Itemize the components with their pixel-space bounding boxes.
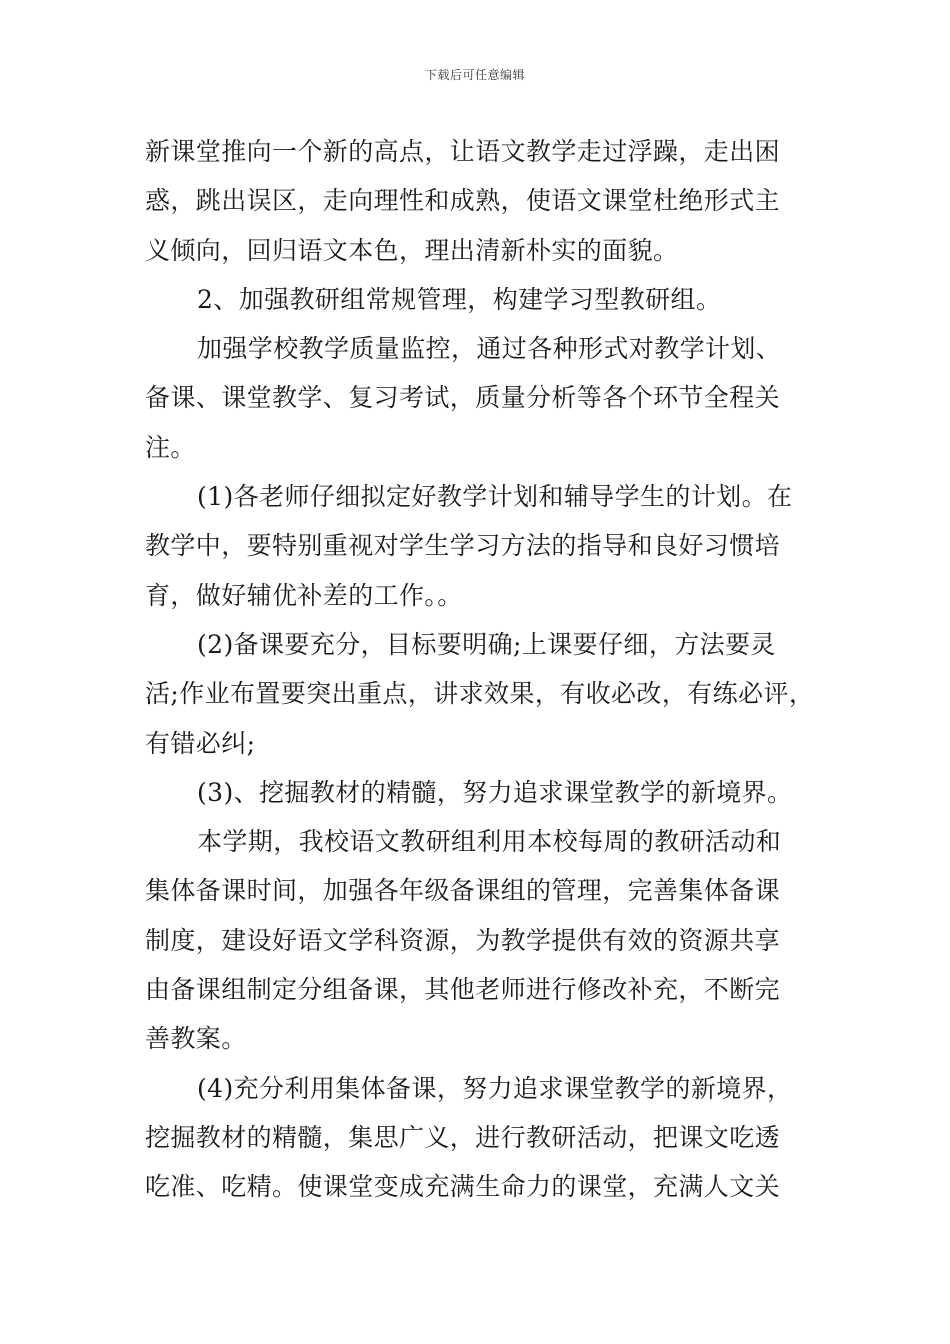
text-line: 育，做好辅优补差的工作。。 (145, 580, 463, 610)
text-line: 本学期，我校语文教研组利用本校每周的教研活动和 (197, 827, 782, 857)
text-line: 2、加强教研组常规管理，构建学习型教研组。 (197, 284, 722, 314)
text-line: 惑，跳出误区，走向理性和成熟，使语文课堂杜绝形式主 (145, 186, 781, 216)
page-header: 下载后可任意编辑 (424, 68, 525, 82)
text-line: 有错必纠; (145, 728, 256, 758)
text-line: 加强学校教学质量监控，通过各种形式对教学计划、 (197, 334, 782, 364)
text-line: (1)各老师仔细拟定好教学计划和辅导学生的计划。在 (197, 482, 793, 512)
text-line: (3)、挖掘教材的精髓，努力追求课堂教学的新境界。 (197, 777, 793, 807)
text-line: 制度，建设好语文学科资源，为教学提供有效的资源共享 (145, 925, 781, 955)
text-line: 挖掘教材的精髓，集思广义，进行教研活动，把课文吃透 (145, 1122, 781, 1152)
text-line: 备课、课堂教学、复习考试，质量分析等各个环节全程关 (145, 383, 781, 413)
text-line: 由备课组制定分组备课，其他老师进行修改补充，不断完 (145, 975, 781, 1005)
text-line: 善教案。 (145, 1024, 247, 1054)
text-line: 新课堂推向一个新的高点，让语文教学走过浮躁，走出困 (145, 137, 781, 166)
text-line: 活;作业布置要突出重点，讲求效果，有收必改，有练必评， (145, 679, 815, 709)
text-line: 教学中，要特别重视对学生学习方法的指导和良好习惯培 (145, 531, 781, 561)
text-line: (4)充分利用集体备课，努力追求课堂教学的新境界， (197, 1073, 793, 1103)
text-line: 注。 (145, 432, 196, 462)
text-line: 集体备课时间，加强各年级备课组的管理，完善集体备课 (145, 876, 781, 906)
document-body (145, 127, 820, 1212)
text-line: 义倾向，回归语文本色，理出清新朴实的面貌。 (145, 235, 679, 265)
text-line: 吃准、吃精。使课堂变成充满生命力的课堂，充满人文关 (145, 1172, 781, 1202)
text-line: (2)备课要充分，目标要明确;上课要仔细，方法要灵 (197, 629, 776, 659)
